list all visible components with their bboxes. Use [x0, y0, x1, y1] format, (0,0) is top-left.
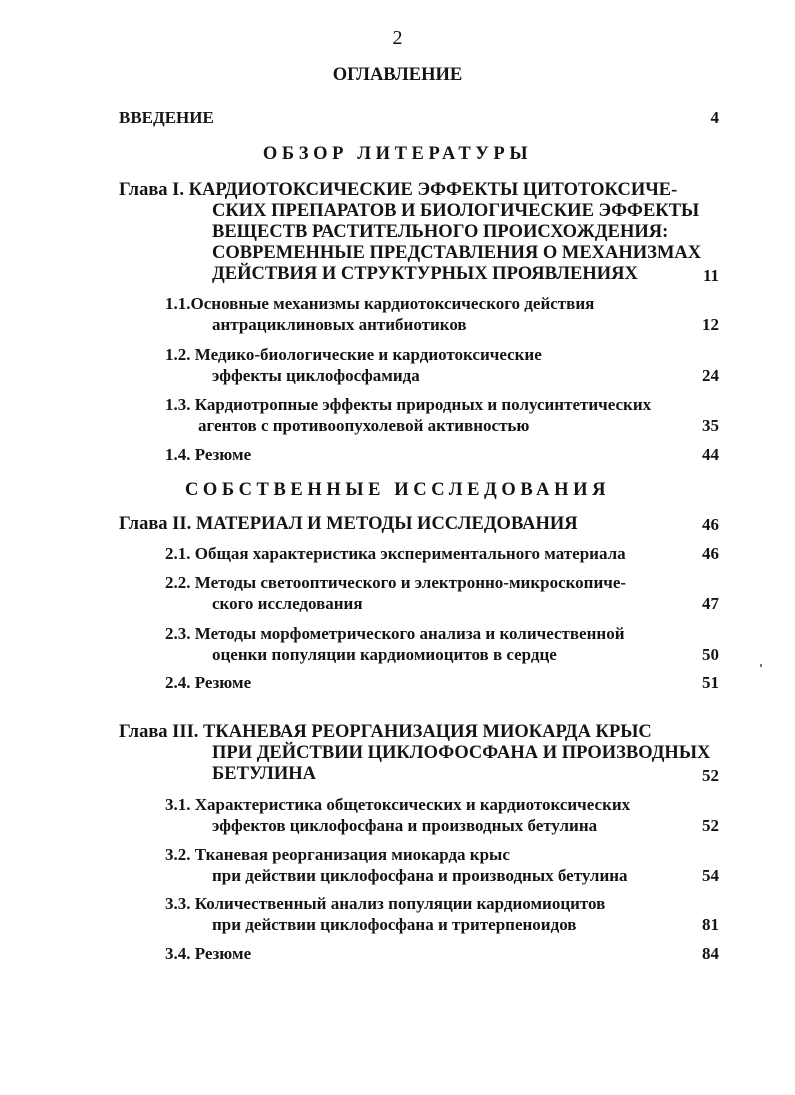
- toc-entry-3-1[interactable]: 3.1. Характеристика общетоксических и кардиотоксических: [165, 795, 631, 814]
- toc-entry-1-1[interactable]: 1.1.Основные механизмы кардиотоксического действия: [165, 294, 595, 313]
- toc-entry-1-2[interactable]: 1.2. Медико-биологические и кардиотоксические: [165, 345, 542, 364]
- toc-entry-2-1[interactable]: 2.1. Общая характеристика экспериментального материала: [165, 544, 626, 563]
- chapter-3-title-line[interactable]: ПРИ ДЕЙСТВИИ ЦИКЛОФОСФАНА И ПРОИЗВОДНЫХ: [212, 743, 711, 763]
- toc-page-1-4: 44: [702, 445, 719, 464]
- chapter-1-page: 11: [702, 266, 719, 285]
- toc-entry-2-2-cont[interactable]: ского исследования: [212, 594, 363, 613]
- chapter-1-title-line[interactable]: ВЕЩЕСТВ РАСТИТЕЛЬНОГО ПРОИСХОЖДЕНИЯ:: [212, 222, 669, 242]
- toc-entry-intro[interactable]: ВВЕДЕНИЕ: [119, 108, 214, 127]
- toc-page-2-1: 46: [702, 544, 719, 563]
- toc-entry-2-3-cont[interactable]: оценки популяции кардиомиоцитов в сердце: [212, 645, 557, 664]
- chapter-1-title-line[interactable]: ДЕЙСТВИЯ И СТРУКТУРНЫХ ПРОЯВЛЕНИЯХ: [212, 264, 638, 284]
- toc-page-3-2: 54: [702, 866, 719, 885]
- toc-page-2-4: 51: [702, 673, 719, 692]
- section-heading-own-research: СОБСТВЕННЫЕ ИССЛЕДОВАНИЯ: [184, 480, 611, 500]
- toc-entry-2-3[interactable]: 2.3. Методы морфометрического анализа и количественной: [165, 624, 625, 643]
- toc-page-1-1: 12: [702, 315, 719, 334]
- toc-entry-3-4[interactable]: 3.4. Резюме: [165, 944, 252, 963]
- toc-entry-1-1-cont[interactable]: антрациклиновых антибиотиков: [212, 315, 467, 334]
- toc-entry-3-2[interactable]: 3.2. Тканевая реорганизация миокарда крыс: [165, 845, 510, 864]
- toc-entry-3-2-cont[interactable]: при действии циклофосфана и производных бетулина: [212, 866, 628, 885]
- toc-page-2-3: 50: [702, 645, 719, 664]
- chapter-1-title-line[interactable]: СКИХ ПРЕПАРАТОВ И БИОЛОГИЧЕСКИЕ ЭФФЕКТЫ: [212, 201, 700, 221]
- chapter-2-page: 46: [702, 515, 719, 534]
- toc-entry-1-3[interactable]: 1.3. Кардиотропные эффекты природных и полусинтетических: [165, 395, 652, 414]
- chapter-1-title-line[interactable]: СОВРЕМЕННЫЕ ПРЕДСТАВЛЕНИЯ О МЕХАНИЗМАХ: [212, 243, 702, 263]
- toc-page-intro: 4: [710, 108, 719, 127]
- toc-entry-2-4[interactable]: 2.4. Резюме: [165, 673, 252, 692]
- toc-page-3-1: 52: [702, 816, 719, 835]
- toc-page-1-3: 35: [702, 416, 719, 435]
- toc-entry-2-2[interactable]: 2.2. Методы светооптического и электронно-микроскопиче-: [165, 573, 627, 592]
- scan-speck: [760, 664, 762, 667]
- chapter-3-title-line[interactable]: БЕТУЛИНА: [212, 764, 316, 784]
- toc-page-1-2: 24: [702, 366, 719, 385]
- toc-entry-1-3-cont[interactable]: агентов с противоопухолевой активностью: [198, 416, 530, 435]
- toc-entry-3-3-cont[interactable]: при действии циклофосфана и тритерпеноидов: [212, 915, 577, 934]
- toc-title: ОГЛАВЛЕНИЕ: [332, 65, 463, 85]
- chapter-3-page: 52: [702, 766, 719, 785]
- toc-page-2-2: 47: [702, 594, 719, 613]
- toc-entry-1-2-cont[interactable]: эффекты циклофосфамида: [212, 366, 420, 385]
- chapter-3-title-line[interactable]: Глава III. ТКАНЕВАЯ РЕОРГАНИЗАЦИЯ МИОКАРДА КРЫС: [119, 722, 652, 742]
- toc-page-3-4: 84: [702, 944, 719, 963]
- page-number: 2: [392, 27, 403, 49]
- section-heading-review: ОБЗОР ЛИТЕРАТУРЫ: [262, 144, 533, 164]
- chapter-2-title[interactable]: Глава II. МАТЕРИАЛ И МЕТОДЫ ИССЛЕДОВАНИЯ: [119, 514, 578, 534]
- toc-entry-3-1-cont[interactable]: эффектов циклофосфана и производных бетулина: [212, 816, 598, 835]
- toc-entry-1-4[interactable]: 1.4. Резюме: [165, 445, 252, 464]
- toc-entry-3-3[interactable]: 3.3. Количественный анализ популяции кардиомиоцитов: [165, 894, 606, 913]
- chapter-1-title-line[interactable]: Глава I. КАРДИОТОКСИЧЕСКИЕ ЭФФЕКТЫ ЦИТОТОКСИЧЕ-: [119, 180, 678, 200]
- toc-page-3-3: 81: [702, 915, 719, 934]
